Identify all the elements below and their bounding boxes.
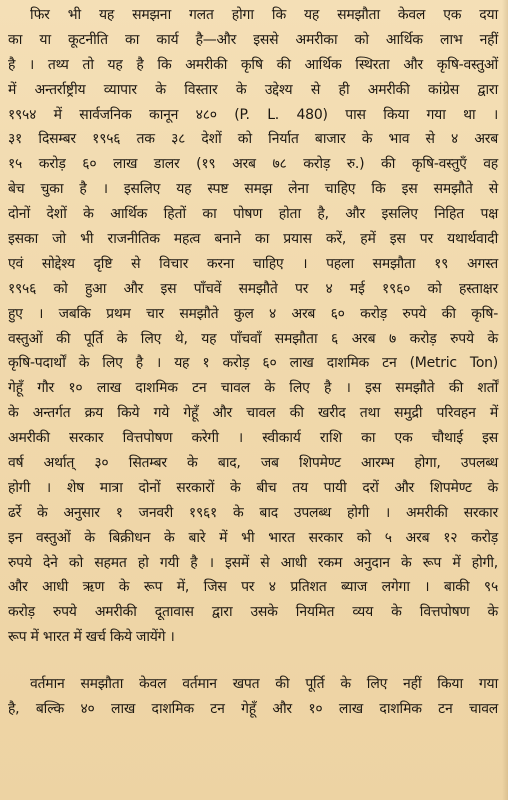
text-line: है । तथ्य तो यह है कि अमरीकी कृषि की आर्थिक स्थिरता और कृषि-वस्तुओं xyxy=(8,56,498,73)
text-line: वर्तमान समझौता केवल वर्तमान खपत की पूर्ति के लिए नहीं किया गया xyxy=(30,676,498,693)
text-line: वर्ष अर्थात् ३० सितम्बर के बाद, जब शिपमेण्ट आरम्भ होगा, उपलब्ध xyxy=(8,455,498,472)
paragraph-gap xyxy=(8,650,498,672)
text-line: का या कूटनीति का कार्य है—और इससे अमरीका को आर्थिक लाभ नहीं xyxy=(8,31,498,48)
text-line: वस्तुओं की पूर्ति के लिए थे, यह पाँचवाँ समझौता ६ अरब ७ करोड़ रुपये के xyxy=(8,330,498,347)
text-line: रुपये देने को सहमत हो गयी है । इसमें से आधी रकम अनुदान के रूप में होगी, xyxy=(8,554,498,571)
text-line: इन वस्तुओं के बिक्रीधन के बारे में भी भारत सरकार को ५ अरब १२ करोड़ xyxy=(8,529,498,546)
text-line: इसका जो भी राजनीतिक महत्व बनाने का प्रयास करें, हमें इस पर यथार्थवादी xyxy=(8,231,498,248)
text-line: और आधी ऋण के रूप में, जिस पर ४ प्रतिशत ब्याज लगेगा । बाकी ९५ xyxy=(8,579,498,596)
body-text xyxy=(8,3,498,722)
text-line: ढर्रे के अनुसार १ जनवरी १९६१ के बाद उपलब्ध होगी । अमरीकी सरकार xyxy=(8,504,498,521)
text-line: के अन्तर्गत क्रय किये गये गेहूँ और चावल की खरीद तथा समुद्री परिवहन में xyxy=(8,405,498,422)
paragraph xyxy=(8,3,498,650)
text-line: १५ करोड़ ६० लाख डालर (१९ अरब ७८ करोड़ रु.) की कृषि-वस्तुएँ वह xyxy=(8,156,498,173)
text-line: बेच चुका है । इसलिए यह स्पष्ट समझ लेना चाहिए कि इस समझौते से xyxy=(8,181,498,198)
text-line: १९५६ को हुआ और इस पाँचवें समझौते पर ४ मई १९६० को हस्ताक्षर xyxy=(8,280,498,297)
text-line: रूप में भारत में खर्च किये जायेंगे । xyxy=(8,629,175,646)
text-line: होगी । शेष मात्रा दोनों सरकारों के बीच तय पायी दरों और शिपमेण्ट के xyxy=(8,479,498,496)
paragraph xyxy=(8,672,498,722)
text-line: अमरीकी सरकार वित्तपोषण करेगी । स्वीकार्य राशि का एक चौथाई इस xyxy=(8,430,498,447)
text-line: में अन्तर्राष्ट्रीय व्यापार के विस्तार के उद्देश्य से ही अमरीकी कांग्रेस द्वारा xyxy=(8,81,498,98)
text-line: है, बल्कि ४० लाख दाशमिक टन गेहूँ और १० लाख दाशमिक टन चावल xyxy=(8,701,498,718)
text-line: ३१ दिसम्बर १९५६ तक ३८ देशों को निर्यात बाजार के भाव से ४ अरब xyxy=(8,131,498,148)
text-line: १९५४ में सार्वजनिक कानून ४८० (P. L. 480) पास किया गया था । xyxy=(8,106,498,123)
text-line: गेहूँ गौर १० लाख दाशमिक टन चावल के लिए है । इस समझौते की शर्तों xyxy=(8,380,498,397)
text-line: दोनों देशों के आर्थिक हितों का पोषण होता है, और इसलिए निहित पक्ष xyxy=(8,206,498,223)
text-line: कृषि-पदार्थों के लिए है । यह १ करोड़ ६० लाख दाशमिक टन (Metric Ton) xyxy=(8,355,498,372)
text-line: हुए । जबकि प्रथम चार समझौते कुल ४ अरब ६० करोड़ रुपये की कृषि- xyxy=(8,305,498,322)
text-line: करोड़ रुपये अमरीकी दूतावास द्वारा उसके नियमित व्यय के वित्तपोषण के xyxy=(8,604,498,621)
text-line: एवं सोद्देश्य दृष्टि से विचार करना चाहिए । पहला समझौता १९ अगस्त xyxy=(8,255,498,272)
text-line: फिर भी यह समझना गलत होगा कि यह समझौता केवल एक दया xyxy=(30,7,498,23)
